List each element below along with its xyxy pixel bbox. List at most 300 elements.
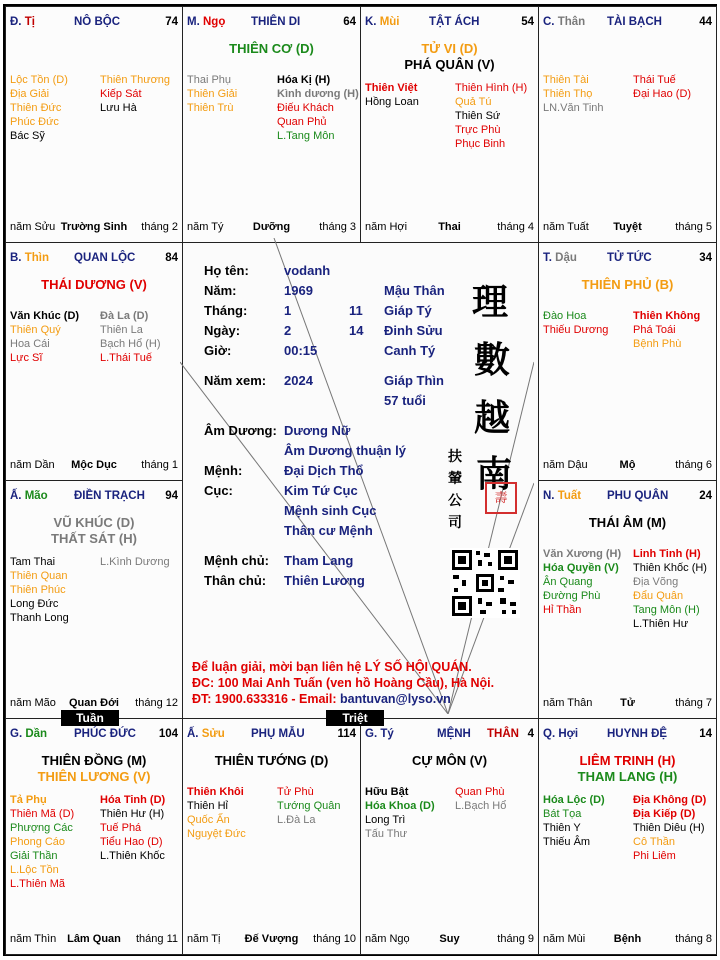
minor-star: Lộc Tồn (D) [10,74,68,86]
month-can: Giáp Tý [384,303,432,318]
minor-star: Tấu Thư [365,828,408,840]
small-calligraphy-2: 輦 [448,471,462,487]
main-star: THẤT SÁT (H) [51,531,137,546]
palace-year: năm Mão [10,697,56,709]
palace-year: năm Hợi [365,221,408,233]
palace-age-number: 24 [699,490,712,502]
palace-branch: K. Mùi [365,16,400,28]
palace-age-number: 114 [337,728,356,740]
palace-phase: Bệnh [613,933,642,945]
main-star: PHÁ QUÂN (V) [404,57,495,72]
palace-phase: Quan Đới [69,697,119,709]
minor-star: LN.Văn Tinh [543,102,604,114]
minor-star: Thiên Không [633,310,701,322]
main-star: THAM LANG (H) [577,769,678,784]
cuc-label: Cục: [204,483,233,498]
palace-name: PHU QUÂN [607,490,669,502]
palace-footer [365,221,534,235]
minor-star: Lực Sĩ [10,352,43,364]
qr-code-icon[interactable] [450,548,520,618]
palace-phase: Dưỡng [252,221,291,233]
star-column-right [100,555,170,569]
minor-star: L.Thái Tuế [100,352,152,364]
minor-star: Hóa Quyền (V) [543,562,619,574]
hour-can: Canh Tý [384,343,436,358]
palace-ti[interactable] [360,718,539,955]
main-stars [183,41,360,57]
minor-star: Ân Quang [543,576,593,588]
minor-star: Thiên Thọ [543,88,593,100]
palace-age-number: 104 [158,728,178,740]
minor-star: Đại Hao (D) [633,88,692,100]
star-column-left [187,73,237,115]
palace-branch: Đ. Tị [10,16,35,28]
minor-star: Thiên Khốc (H) [633,562,707,574]
palace-branch: G. Dần [10,728,48,740]
palace-header [10,728,178,742]
minor-star: L.Kình Dương [100,556,170,568]
minor-star: Hóa Kị (H) [277,74,331,86]
contact-email-link[interactable]: bantuvan@lyso.vn [340,692,451,706]
palace-year: năm Tý [187,221,224,233]
palace-header [365,728,534,742]
star-column-right [633,309,700,351]
than-marker: THÂN [487,728,519,740]
minor-star: Quan Phù [455,786,505,798]
palace-name: TẬT ÁCH [429,16,480,28]
palace-phase: Mộc Dục [71,459,117,471]
minor-star: L.Thiên Mã [10,878,66,890]
palace-header [543,728,712,742]
main-star: TỬ VI (D) [421,41,478,56]
main-stars [539,753,716,785]
calligraphy-char-1: 理 [472,281,509,323]
palace-name: QUAN LỘC [74,252,136,264]
minor-star: Phúc Đức [10,116,59,128]
palace-year: năm Thìn [10,933,57,945]
minor-star: Quả Tú [455,96,492,108]
cuc-value: Kim Tứ Cục [284,483,358,498]
minor-star: Hồng Loan [365,96,419,108]
minor-star: Văn Khúc (D) [10,310,80,322]
contact-invite: Để luận giải, mời bạn liên hệ LÝ SỐ HỘI QUÁN. [192,660,472,674]
minor-star: Hỉ Thần [543,604,582,616]
palace-phase: Tử [620,697,635,709]
palace-thin[interactable] [5,242,183,481]
minor-star: Kình dương (H) [277,88,359,100]
palace-dan[interactable] [5,718,183,955]
palace-month: tháng 1 [141,459,178,471]
menh-chu-value: Tham Lang [284,553,354,568]
main-stars [539,515,716,531]
palace-age-number: 34 [699,252,712,264]
minor-star: Quan Phủ [277,116,327,128]
minor-star: Đẩu Quân [633,590,684,602]
palace-footer [543,933,712,947]
minor-star: Thiên Hư (H) [100,808,165,820]
palace-name: THIÊN DI [251,16,301,28]
palace-name: ĐIỀN TRẠCH [74,490,145,502]
palace-phase: Trường Sinh [60,221,128,233]
palace-header [10,252,178,266]
star-column-left [543,73,604,115]
palace-name: PHÚC ĐỨC [74,728,136,740]
star-column-right [277,785,341,827]
palace-age-number: 64 [343,16,356,28]
star-column-left [543,793,605,849]
palace-year: năm Tuất [543,221,589,233]
minor-star: Thiên Sứ [455,110,501,122]
main-star: THÁI ÂM (M) [588,515,667,530]
main-star: THIÊN ĐỒNG (M) [41,753,147,768]
palace-year: năm Mùi [543,933,586,945]
palace-name: TÀI BẠCH [607,16,662,28]
star-column-left [543,547,621,617]
minor-star: Tang Môn (H) [633,604,700,616]
palace-month: tháng 10 [313,933,356,945]
contact-phone: ĐT: 1900.633316 - Email: [192,692,340,706]
name-value: vodanh [284,263,331,278]
minor-star: Tuế Phá [100,822,142,834]
main-star: THIÊN PHỦ (B) [581,277,674,292]
palace-than[interactable] [538,6,717,243]
minor-star: L.Đà La [277,814,316,826]
palace-age-number: 4 [527,728,534,740]
star-column-left [10,793,74,891]
amduong-value: Dương Nữ [284,423,351,438]
minor-star: Bệnh Phù [633,338,682,350]
minor-star: Hoa Cái [10,338,50,350]
palace-mao[interactable] [5,480,183,719]
minor-star: Thiên Mã (D) [10,808,75,820]
minor-star: L.Tang Môn [277,130,335,142]
calligraphy-char-3: 越 [474,397,511,439]
palace-mui[interactable] [360,6,539,243]
star-column-right [633,73,691,101]
minor-star: Thiên Thương [100,74,171,86]
contact-phone-email [192,692,451,706]
star-column-left [187,785,246,841]
star-column-right [100,793,165,863]
month-value: 1 [284,303,292,318]
minor-star: L.Lộc Tồn [10,864,59,876]
star-column-left [543,309,608,337]
minor-star: Trực Phù [455,124,501,136]
palace-month: tháng 12 [135,697,178,709]
palace-month: tháng 5 [675,221,712,233]
main-stars [361,41,538,73]
palace-tuat[interactable] [538,480,717,719]
minor-star: L.Bạch Hổ [455,800,507,812]
minor-star: Tả Phụ [10,794,47,806]
palace-age-number: 84 [165,252,178,264]
hour-value: 00:15 [284,343,318,358]
minor-star: Cô Thần [633,836,675,848]
palace-phase: Thai [438,221,461,233]
minor-star: Lưu Hà [100,102,137,114]
palace-name: TỬ TỨC [607,252,652,264]
minor-star: Địa Không (D) [633,794,707,806]
minor-star: Bạch Hổ (H) [100,338,161,350]
calligraphy-char-4: 南 [476,453,513,495]
main-star: THIÊN TƯỚNG (D) [214,753,329,768]
minor-star: Tiểu Hao (D) [100,836,163,848]
main-stars [361,753,538,769]
palace-phase: Mộ [619,459,636,471]
palace-footer [543,697,712,711]
main-stars [6,753,182,785]
age-value: 57 tuổi [384,393,426,408]
palace-name: PHỤ MẪU [251,728,305,740]
minor-star: Phục Binh [455,138,506,150]
palace-month: tháng 2 [141,221,178,233]
main-star: VŨ KHÚC (D) [53,515,135,530]
minor-star: Kiếp Sát [100,88,142,100]
star-column-right [633,547,707,631]
red-seal-stamp: 壽 [485,482,517,514]
day-can: Đinh Sửu [384,323,443,338]
day-label: Ngày: [204,323,241,338]
star-column-right [455,785,506,813]
palace-branch: M. Ngọ [187,16,226,28]
minor-star: Địa Võng [633,576,679,588]
minor-star: Đào Hoa [543,310,587,322]
palace-branch: G. Tý [365,728,394,740]
minor-star: Thiếu Âm [543,836,591,848]
palace-ngo[interactable] [182,6,361,243]
star-column-left [10,73,68,143]
palace-phase: Đế Vượng [244,933,299,945]
than-cu-note: Thân cư Mệnh [284,523,373,538]
menh-chu-label: Mệnh chủ: [204,553,269,568]
palace-name: HUYNH ĐỆ [607,728,668,740]
minor-star: Thai Phụ [187,74,232,86]
small-calligraphy-1: 扶 [448,449,462,465]
palace-header [10,490,178,504]
minor-star: Hóa Khoa (D) [365,800,435,812]
palace-footer [543,221,712,235]
palace-header [543,490,712,504]
palace-phase: Tuyệt [613,221,642,233]
minor-star: Bác Sỹ [10,130,45,142]
amduong-note: Âm Dương thuận lý [284,443,406,458]
minor-star: Phá Toái [633,324,676,336]
minor-star: Đà La (D) [100,310,149,322]
minor-star: Quốc Ấn [187,814,230,826]
palace-branch: Ấ. Sửu [187,728,225,740]
palace-age-number: 54 [521,16,534,28]
minor-star: Thiên Khôi [187,786,244,798]
chart-center-info [180,238,534,714]
star-column-right [277,73,359,143]
main-star: CỰ MÔN (V) [411,753,488,768]
star-column-right [100,309,161,365]
palace-header [187,16,356,30]
than-chu-label: Thân chủ: [204,573,267,588]
palace-name: MỆNH [437,728,471,740]
palace-header [543,252,712,266]
palace-year: năm Dậu [543,459,588,471]
palace-branch: T. Dậu [543,252,577,264]
minor-star: Thiên Y [543,822,581,834]
palace-year: năm Thân [543,697,593,709]
palace-phase: Suy [439,933,460,945]
minor-star: Phượng Các [10,822,73,834]
minor-star: Tử Phù [277,786,314,798]
palace-branch: C. Thân [543,16,586,28]
view-year-can: Giáp Thìn [384,373,444,388]
palace-footer [187,221,356,235]
minor-star: Điếu Khách [277,102,334,114]
palace-year: năm Sửu [10,221,56,233]
palace-footer [365,933,534,947]
palace-month: tháng 9 [497,933,534,945]
amduong-label: Âm Dương: [204,423,277,438]
main-stars [183,753,360,769]
palace-ty[interactable] [5,6,183,243]
view-year-label: Năm xem: [204,373,267,388]
minor-star: Phong Cáo [10,836,66,848]
palace-age-number: 44 [699,16,712,28]
star-column-left [10,555,69,625]
minor-star: Thiên Tài [543,74,589,86]
minor-star: Hữu Bật [365,786,409,798]
minor-star: Đường Phù [543,590,601,602]
minor-star: Địa Kiếp (D) [633,808,696,820]
day-lunar: 14 [349,323,364,338]
palace-dau[interactable] [538,242,717,481]
star-column-right [100,73,170,115]
small-calligraphy-3: 公 [448,493,462,509]
palace-month: tháng 3 [319,221,356,233]
view-year-value: 2024 [284,373,313,388]
minor-star: Địa Giải [10,88,50,100]
triet-marker: Triệt [326,710,384,726]
main-stars [539,277,716,293]
than-chu-value: Thiên Lương [284,573,365,588]
minor-star: Thiên La [100,324,143,336]
main-star: THÁI DƯƠNG (V) [41,277,147,292]
month-lunar: 11 [349,303,363,318]
palace-year: năm Dần [10,459,55,471]
minor-star: Tướng Quân [277,800,341,812]
minor-star: L.Thiên Hư [633,618,689,630]
palace-suu[interactable] [182,718,361,955]
palace-footer [10,459,178,473]
main-stars [6,515,182,547]
minor-star: Thiếu Dương [543,324,609,336]
hour-label: Giờ: [204,343,232,358]
minor-star: Thiên Việt [365,82,418,94]
palace-hoi[interactable] [538,718,717,955]
palace-footer [187,933,356,947]
palace-header [10,16,178,30]
minor-star: Thiên Trù [187,102,234,114]
minor-star: Giải Thần [10,850,58,862]
small-calligraphy-4: 司 [448,515,462,531]
minor-star: Linh Tinh (H) [633,548,701,560]
main-star: THIÊN CƠ (D) [229,41,314,56]
palace-header [365,16,534,30]
star-column-right [633,793,706,863]
palace-month: tháng 4 [497,221,534,233]
palace-phase: Lâm Quan [67,933,121,945]
palace-age-number: 14 [699,728,712,740]
day-value: 2 [284,323,292,338]
palace-footer [10,221,178,235]
minor-star: Thiên Quý [10,324,61,336]
palace-month: tháng 6 [675,459,712,471]
minor-star: Long Đức [10,598,59,610]
year-label: Năm: [204,283,237,298]
minor-star: Nguyệt Đức [187,828,246,840]
palace-year: năm Tị [187,933,221,945]
minor-star: L.Thiên Khốc [100,850,165,862]
palace-header [543,16,712,30]
minor-star: Thiên Diêu (H) [633,822,705,834]
minor-star: Thanh Long [10,612,69,624]
palace-age-number: 94 [165,490,178,502]
palace-branch: B. Thìn [10,252,49,264]
palace-name: NÔ BỘC [74,16,120,28]
minor-star: Thiên Phúc [10,584,66,596]
tuan-marker: Tuần [61,710,119,726]
palace-month: tháng 7 [675,697,712,709]
minor-star: Tam Thai [10,556,56,568]
menh-value: Đại Dịch Thổ [284,463,364,478]
minor-star: Thiên Đức [10,102,62,114]
cuc-note: Mệnh sinh Cục [284,503,377,518]
minor-star: Văn Xương (H) [543,548,622,560]
palace-footer [10,933,178,947]
minor-star: Thiên Giải [187,88,238,100]
name-label: Họ tên: [204,263,249,278]
minor-star: Thiên Quan [10,570,68,582]
star-column-right [455,81,527,151]
palace-footer [10,697,178,711]
year-can: Mậu Thân [384,283,445,298]
palace-age-number: 74 [165,16,178,28]
palace-header [187,728,356,742]
contact-address: ĐC: 100 Mai Anh Tuấn (ven hồ Hoàng Cầu), Hà Nội. [192,676,495,690]
palace-month: tháng 11 [135,933,178,945]
minor-star: Phi Liêm [633,850,676,862]
palace-branch: N. Tuất [543,490,582,502]
year-value: 1969 [284,283,313,298]
star-column-left [365,785,435,841]
main-star: THIÊN LƯƠNG (V) [37,769,151,784]
menh-label: Mệnh: [204,463,243,478]
minor-star: Hóa Tinh (D) [100,794,166,806]
minor-star: Hóa Lộc (D) [543,794,605,806]
calligraphy-char-2: 數 [474,339,511,381]
month-label: Tháng: [204,303,248,318]
minor-star: Thái Tuế [633,74,676,86]
palace-month: tháng 8 [675,933,712,945]
palace-branch: Q. Hợi [543,728,579,740]
palace-branch: Ấ. Mão [10,490,48,502]
star-column-left [10,309,79,365]
palace-year: năm Ngọ [365,933,410,945]
palace-footer [543,459,712,473]
minor-star: Thiên Hình (H) [455,82,528,94]
minor-star: Long Trì [365,814,406,826]
star-column-left [365,81,419,109]
minor-star: Thiên Hỉ [187,800,228,812]
main-star: LIÊM TRINH (H) [579,753,676,768]
main-stars [6,277,182,293]
minor-star: Bát Tọa [543,808,582,820]
